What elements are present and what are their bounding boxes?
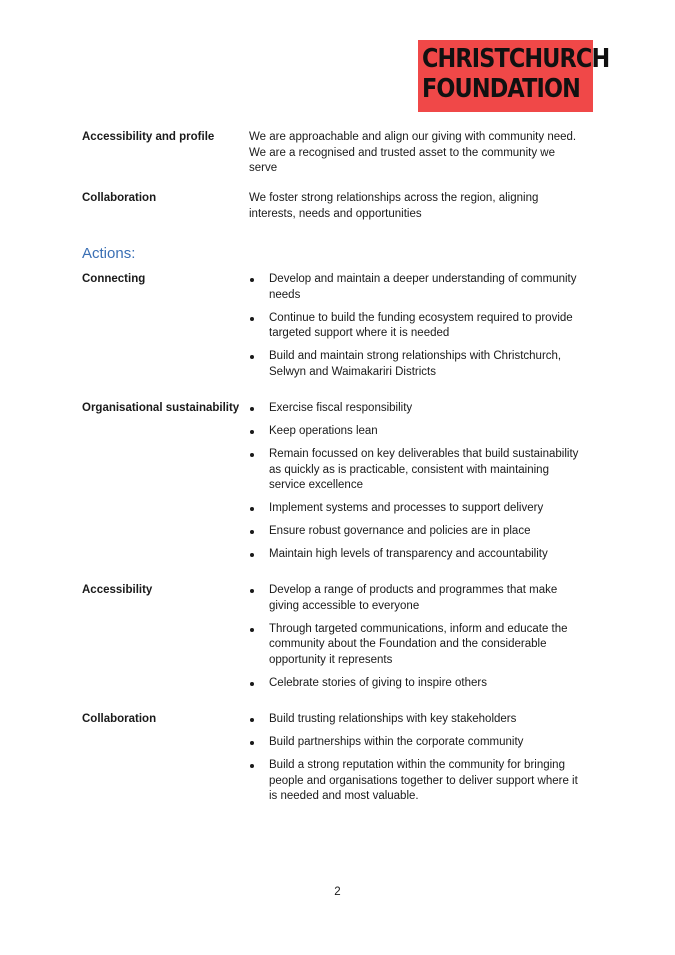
action-list: [249, 401, 579, 570]
action-label: Collaboration: [82, 713, 157, 725]
action-label: Organisational sustainability: [82, 402, 240, 414]
list-item: Build trusting relationships with key stakeholders: [249, 712, 579, 728]
list-item: Through targeted communications, inform and educate the community about the Foundation and the considerable opportunity it represents: [249, 622, 579, 669]
list-item: Remain focussed on key deliverables that build sustainability as quickly as is practicable, consistent with maintaining service excellence: [249, 447, 579, 494]
actions-heading: Actions:: [82, 245, 136, 262]
list-item: Maintain high levels of transparency and accountability: [249, 547, 579, 563]
list-item: Develop and maintain a deeper understanding of community needs: [249, 272, 579, 303]
list-item: Build a strong reputation within the community for bringing people and organisations together to deliver support where it is needed and most valuable.: [249, 758, 579, 805]
list-item: Build and maintain strong relationships with Christchurch, Selwyn and Waimakariri Districts: [249, 349, 579, 380]
value-text: We are approachable and align our giving with community need. We are a recognised and trusted asset to the community we serve: [249, 131, 577, 174]
value-label: Accessibility and profile: [82, 131, 215, 143]
list-item: Continue to build the funding ecosystem required to provide targeted support where it is needed: [249, 311, 579, 342]
logo-line-1: CHRISTCHURCH: [422, 44, 610, 74]
action-label: Connecting: [82, 273, 146, 285]
list-item: Exercise fiscal responsibility: [249, 401, 579, 417]
list-item: Keep operations lean: [249, 424, 579, 440]
christchurch-foundation-logo: [418, 40, 610, 112]
action-list: [249, 583, 579, 699]
action-list: [249, 272, 579, 388]
page-number: 2: [334, 886, 341, 898]
logo-line-2: FOUNDATION: [422, 74, 580, 104]
list-item: Develop a range of products and programmes that make giving accessible to everyone: [249, 583, 579, 614]
value-label: Collaboration: [82, 192, 157, 204]
action-label: Accessibility: [82, 584, 153, 596]
list-item: Celebrate stories of giving to inspire others: [249, 676, 579, 692]
value-text: We foster strong relationships across the region, aligning interests, needs and opportunities: [249, 192, 539, 220]
list-item: Implement systems and processes to support delivery: [249, 501, 579, 517]
list-item: Ensure robust governance and policies are in place: [249, 524, 579, 540]
list-item: Build partnerships within the corporate community: [249, 735, 579, 751]
action-list: [249, 712, 579, 812]
